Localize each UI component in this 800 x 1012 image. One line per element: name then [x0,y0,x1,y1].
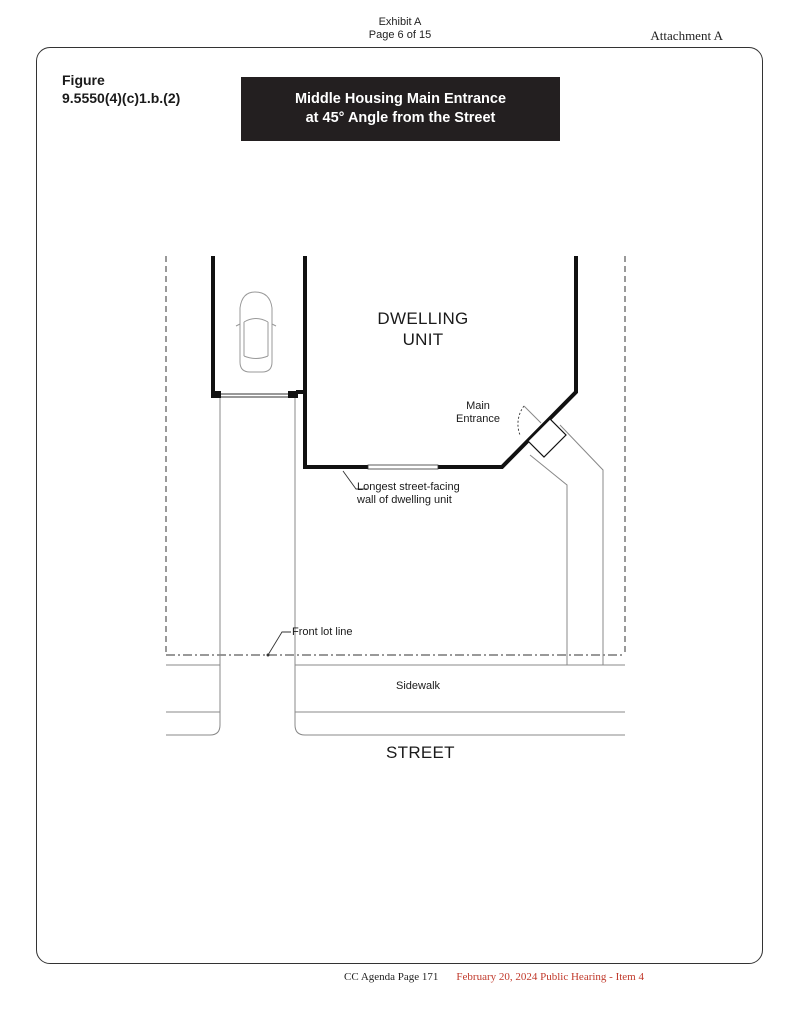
dwelling-label-line2: UNIT [402,330,444,349]
window-on-front-wall [368,465,438,469]
car-icon [236,292,276,372]
walkway-left [530,455,567,665]
page-number: Page 6 of 15 [368,29,432,41]
wall-label-line2: wall of dwelling unit [357,494,452,506]
front-lot-line-label: Front lot line [292,626,353,638]
walkway-right [560,425,603,665]
driveway-left-edge [166,396,220,735]
agenda-page-label: CC Agenda Page 171 [344,971,439,983]
street-facing-wall-label [357,481,460,507]
entrance-stoop [528,419,566,457]
main-entrance-label [448,400,508,426]
entrance-label-line2: Entrance [455,413,501,425]
figure-title-line1: Middle Housing Main Entrance [294,91,507,107]
entrance-label-line1: Main [466,400,490,412]
door-leaf [524,406,541,423]
lot-line-leader-dot [267,654,270,657]
driveway-right-edge [295,396,625,735]
figure-label-line2: 9.5550(4)(c)1.b.(2) [62,90,181,106]
attachment-label: Attachment A [650,28,723,43]
lot-line-leader [268,632,291,655]
figure-label-line1: Figure [62,72,105,88]
dwelling-unit-label [358,308,488,350]
public-hearing-label: February 20, 2024 Public Hearing - Item 4 [456,971,644,983]
figure-title-line2: at 45° Angle from the Street [305,110,496,126]
street-label: STREET [386,743,455,762]
page-footer [344,971,644,983]
door-swing-icon [518,406,524,435]
garage-post-left [211,391,221,398]
exhibit-label: Exhibit A [378,16,422,28]
wall-label-line1: Longest street-facing [357,481,460,493]
dwelling-label-line1: DWELLING [377,309,469,328]
sidewalk-label: Sidewalk [396,680,441,692]
